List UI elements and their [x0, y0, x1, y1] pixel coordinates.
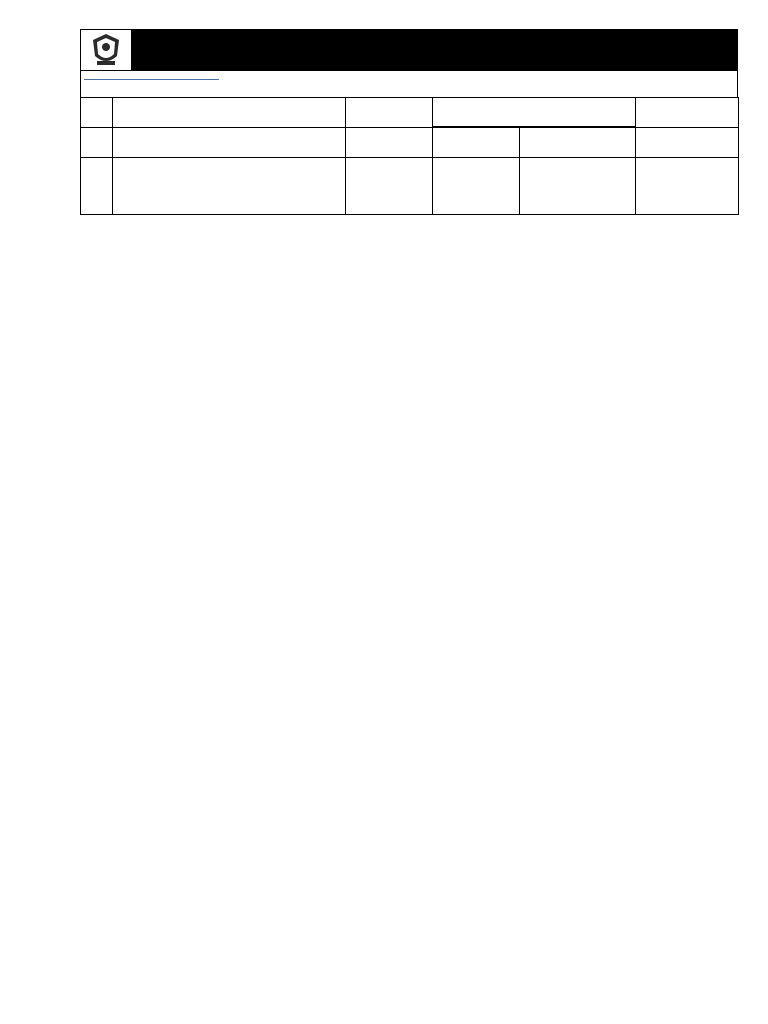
cell-adv: [346, 158, 433, 215]
col-header-exam: [433, 98, 636, 127]
col-num-2: [113, 128, 346, 158]
col-header-download: [636, 98, 739, 128]
cell-download: [636, 158, 739, 215]
cell-subject: [520, 158, 636, 215]
col-num-1: [81, 128, 113, 158]
col-header-general: [433, 128, 520, 158]
header-banner: [80, 29, 738, 71]
col-header-subject: [520, 128, 636, 158]
gpsc-emblem-icon: [81, 30, 132, 70]
website-link-blank[interactable]: [84, 71, 219, 80]
cell-post: [113, 158, 346, 215]
notice-page: [80, 29, 738, 215]
col-num-3: [346, 128, 433, 158]
intro-line-2: [84, 71, 734, 84]
col-header-adv: [346, 98, 433, 128]
col-header-post: [113, 98, 346, 128]
col-header-no: [81, 98, 113, 128]
col-num-5: [636, 128, 739, 158]
exam-schedule-table: [80, 97, 739, 215]
schedule-body-row11: [81, 158, 739, 215]
table-row: [81, 158, 739, 215]
cell-general-date: [433, 158, 520, 215]
intro-text: [80, 71, 738, 97]
cell-no: [81, 158, 113, 215]
